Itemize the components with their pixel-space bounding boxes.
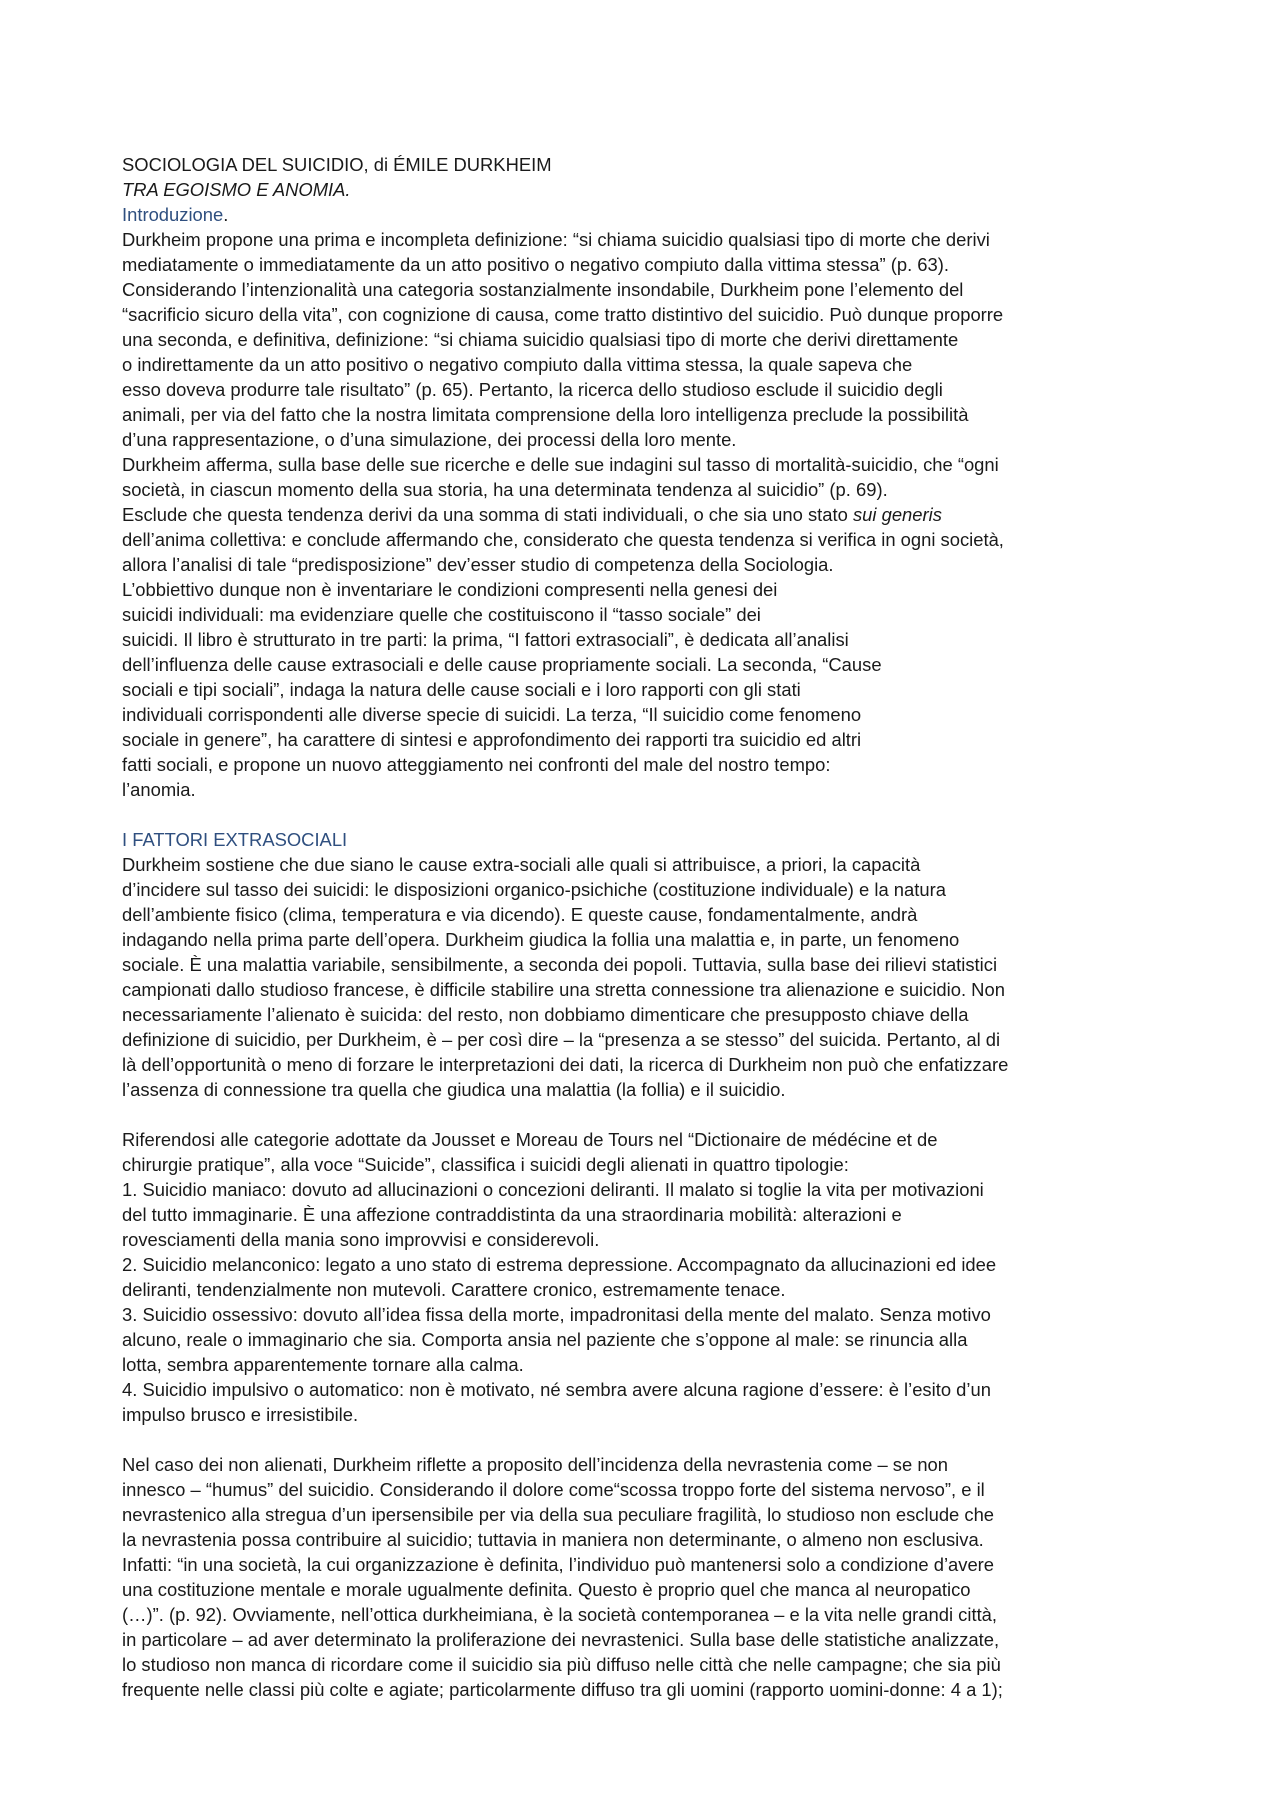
text-line: una costituzione mentale e morale ugualmente definita. Questo è proprio quel che manca al neuropatico [122,1579,971,1600]
text-line: campionati dallo studioso francese, è difficile stabilire una stretta connessione tra alienazione e suicidio. Non [122,979,1005,1000]
text-line: impulso brusco e irresistibile. [122,1404,359,1425]
text-line: l’assenza di connessione tra quella che giudica una malattia (la follia) e il suicidio. [122,1079,786,1100]
text-line: nevrastenico alla stregua d’un ipersensibile per via della sua peculiare fragilità, lo studioso non esclude che [122,1504,995,1525]
list-item: 2. Suicidio melanconico: legato a uno stato di estrema depressione. Accompagnato da allucinazioni ed idee [122,1254,997,1275]
text-line: o indirettamente da un atto positivo o negativo compiuto dalla vittima stessa, la quale sapeva che [122,354,913,375]
text-line: l’anomia. [122,779,196,800]
text-line: dell’influenza delle cause extrasociali e delle cause propriamente sociali. La seconda, “Cause [122,654,882,675]
extrasocial-paragraph [122,852,1172,1102]
text-line: Considerando l’intenzionalità una categoria sostanzialmente insondabile, Durkheim pone l’elemento del [122,279,964,300]
intro-heading-text: Introduzione [122,204,224,225]
text-line: suicidi. Il libro è strutturato in tre parti: la prima, “I fattori extrasociali”, è dedicata all’analisi [122,629,849,650]
paragraph-gap [122,1102,1172,1127]
document-page [122,152,1172,1702]
italic-term: sui generis [852,504,942,525]
text-line: innesco – “humus” del suicidio. Considerando il dolore come“scossa troppo forte del sistema nervoso”, e il [122,1479,985,1500]
text-line: rovesciamenti della mania sono improvvisi e considerevoli. [122,1229,600,1250]
paragraph-gap [122,802,1172,827]
text-line: la nevrastenia possa contribuire al suicidio; tuttavia in maniera non determinante, o almeno non esclusiva. [122,1529,984,1550]
text-line: una seconda, e definitiva, definizione: “si chiama suicidio qualsiasi tipo di morte che derivi direttamente [122,329,959,350]
section-heading-extrasocial: I FATTORI EXTRASOCIALI [122,829,348,850]
text-run: Esclude che questa tendenza derivi da una somma di stati individuali, o che sia uno stato [122,504,853,525]
text-line: necessariamente l’alienato è suicida: del resto, non dobbiamo dimenticare che presupposto chiave della [122,1004,969,1025]
text-line: definizione di suicidio, per Durkheim, è – per così dire – la “presenza a se stesso” del suicida. Pertanto, al di [122,1029,1001,1050]
text-line: sociale. È una malattia variabile, sensibilmente, a seconda dei popoli. Tuttavia, sulla base dei rilievi statistici [122,954,998,975]
list-item: 3. Suicidio ossessivo: dovuto all’idea fissa della morte, impadronitasi della mente del malato. Senza motivo [122,1304,991,1325]
text-line: Durkheim sostiene che due siano le cause extra-sociali alle quali si attribuisce, a priori, la capacità [122,854,921,875]
text-line: esso doveva produrre tale risultato” (p. 65). Pertanto, la ricerca dello studioso esclude il suicidio degli [122,379,943,400]
text-line: alcuno, reale o immaginario che sia. Comporta ansia nel paziente che s’oppone al male: se rinuncia alla [122,1329,968,1350]
text-line: d’una rappresentazione, o d’una simulazione, dei processi della loro mente. [122,429,737,450]
text-line: dell’anima collettiva: e conclude affermando che, considerato che questa tendenza si verifica in ogni società, [122,529,1004,550]
section-heading-intro [122,202,1172,227]
text-line: Infatti: “in una società, la cui organizzazione è definita, l’individuo può mantenersi solo a condizione d’avere [122,1554,995,1575]
text-line: fatti sociali, e propone un nuovo atteggiamento nei confronti del male del nostro tempo: [122,754,831,775]
text-line: del tutto immaginarie. È una affezione contraddistinta da una straordinaria mobilità: alterazioni e [122,1204,902,1225]
text-line: lotta, sembra apparentemente tornare alla calma. [122,1354,524,1375]
text-line: Riferendosi alle categorie adottate da Jousset e Moreau de Tours nel “Dictionaire de médécine et de [122,1129,938,1150]
intro-heading-tail: . [223,204,229,225]
text-line: sociali e tipi sociali”, indaga la natura delle cause sociali e i loro rapporti con gli stati [122,679,801,700]
text-line: d’incidere sul tasso dei suicidi: le disposizioni organico-psichiche (costituzione individuale) e la natura [122,879,946,900]
text-line: Durkheim afferma, sulla base delle sue ricerche e delle sue indagini sul tasso di mortalità-suicidio, che “ogni [122,454,999,475]
text-line: mediatamente o immediatamente da un atto positivo o negativo compiuto dalla vittima stessa” (p. 63). [122,254,949,275]
text-line: in particolare – ad aver determinato la proliferazione dei nevrastenici. Sulla base delle statistiche analizzate, [122,1629,1000,1650]
text-line: indagando nella prima parte dell’opera. Durkheim giudica la follia una malattia e, in parte, un fenomeno [122,929,960,950]
document-subtitle: TRA EGOISMO E ANOMIA. [122,179,351,200]
paragraph-gap [122,1427,1172,1452]
text-line: chirurgie pratique”, alla voce “Suicide”, classifica i suicidi degli alienati in quattro tipologie: [122,1154,849,1175]
text-line: Nel caso dei non alienati, Durkheim riflette a proposito dell’incidenza della nevrastenia come – se non [122,1454,949,1475]
text-line-sui-generis [122,502,1172,527]
text-line: sociale in genere”, ha carattere di sintesi e approfondimento dei rapporti tra suicidio ed altri [122,729,862,750]
text-line: (…)”. (p. 92). Ovviamente, nell’ottica durkheimiana, è la società contemporanea – e la vita nelle grandi città, [122,1604,998,1625]
text-line: L’obbiettivo dunque non è inventariare le condizioni compresenti nella genesi dei [122,579,778,600]
intro-paragraph [122,227,1172,802]
suicide-types-paragraph [122,1127,1172,1427]
text-line: animali, per via del fatto che la nostra limitata comprensione della loro intelligenza preclude la possibilità [122,404,969,425]
text-line: Durkheim propone una prima e incompleta definizione: “si chiama suicidio qualsiasi tipo di morte che derivi [122,229,990,250]
text-line: frequente nelle classi più colte e agiate; particolarmente diffuso tra gli uomini (rapporto uomini-donne: 4 a 1); [122,1679,1003,1700]
text-line: individuali corrispondenti alle diverse specie di suicidi. La terza, “Il suicidio come fenomeno [122,704,862,725]
text-line: allora l’analisi di tale “predisposizione” dev’esser studio di competenza della Sociologia. [122,554,834,575]
text-line: società, in ciascun momento della sua storia, ha una determinata tendenza al suicidio” (p. 69). [122,479,888,500]
text-line: dell’ambiente fisico (clima, temperatura e via dicendo). E queste cause, fondamentalmente, andrà [122,904,918,925]
list-item: 4. Suicidio impulsivo o automatico: non è motivato, né sembra avere alcuna ragione d’essere: è l’esito d’un [122,1379,991,1400]
list-item: 1. Suicidio maniaco: dovuto ad allucinazioni o concezioni deliranti. Il malato si toglie la vita per motivazioni [122,1179,984,1200]
text-line: là dell’opportunità o meno di forzare le interpretazioni dei dati, la ricerca di Durkheim non può che enfatizzare [122,1054,1009,1075]
text-line: “sacrificio sicuro della vita”, con cognizione di causa, come tratto distintivo del suicidio. Può dunque proporre [122,304,1004,325]
text-line: lo studioso non manca di ricordare come il suicidio sia più diffuso nelle città che nelle campagne; che sia più [122,1654,1001,1675]
non-alienated-paragraph [122,1452,1172,1702]
document-title: SOCIOLOGIA DEL SUICIDIO, di ÉMILE DURKHEIM [122,154,552,175]
text-line: suicidi individuali: ma evidenziare quelle che costituiscono il “tasso sociale” dei [122,604,761,625]
text-line: deliranti, tendenzialmente non mutevoli. Carattere cronico, estremamente tenace. [122,1279,786,1300]
